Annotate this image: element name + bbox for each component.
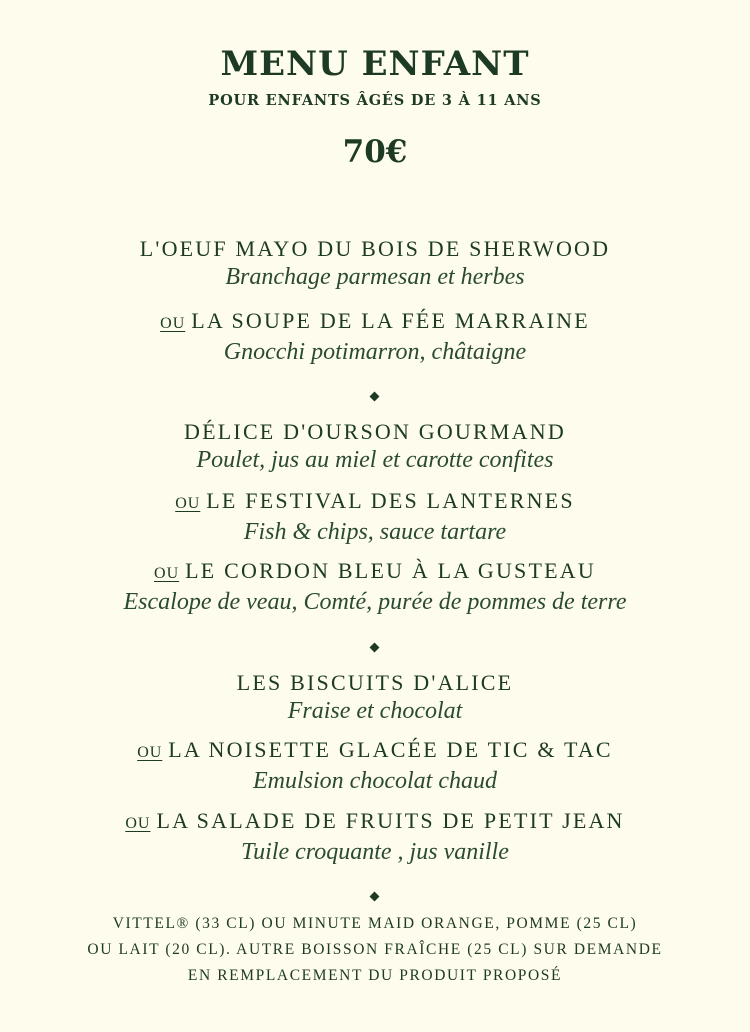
main-item (0, 557, 750, 616)
menu-subtitle: POUR ENFANTS ÂGÉS DE 3 À 11 ANS (208, 92, 542, 109)
dessert-desc: Tuile croquante , jus vanille (241, 839, 509, 865)
or-label: OU (125, 815, 151, 832)
main-name-line (0, 487, 750, 518)
dessert-item (0, 669, 750, 725)
main-name: LE CORDON BLEU À LA GUSTEAU (185, 558, 596, 583)
starter-name: LA SOUPE DE LA FÉE MARRAINE (191, 308, 590, 333)
drinks-line: EN REMPLACEMENT DU PRODUIT PROPOSÉ (187, 967, 563, 984)
or-label: OU (154, 565, 180, 582)
diamond-divider (370, 892, 380, 902)
dessert-name-line (0, 807, 750, 838)
drinks-note (0, 911, 750, 989)
dessert-item (0, 807, 750, 866)
dessert-name: LA NOISETTE GLACÉE DE TIC & TAC (168, 737, 613, 762)
dessert-item (0, 736, 750, 795)
main-desc: Poulet, jus au miel et carotte confites (196, 447, 554, 473)
menu-title: MENU ENFANT (220, 44, 530, 84)
or-label: OU (137, 744, 163, 761)
starter-item (0, 235, 750, 291)
main-desc: Escalope de veau, Comté, purée de pommes de terre (123, 589, 627, 615)
dessert-desc: Fraise et chocolat (287, 698, 463, 724)
drinks-line: OU LAIT (20 CL). AUTRE BOISSON FRAÎCHE (25 CL) SUR DEMANDE (87, 941, 663, 958)
main-item (0, 418, 750, 474)
main-desc: Fish & chips, sauce tartare (243, 519, 507, 545)
dessert-desc: Emulsion chocolat chaud (253, 768, 497, 794)
dessert-name: LA SALADE DE FRUITS DE PETIT JEAN (156, 808, 625, 833)
main-name-line (0, 557, 750, 588)
menu-price: 70€ (342, 134, 408, 170)
main-item (0, 487, 750, 546)
diamond-divider (370, 392, 380, 402)
drinks-line: VITTEL® (33 CL) OU MINUTE MAID ORANGE, POMME (25 CL) (112, 915, 638, 932)
main-name: DÉLICE D'OURSON GOURMAND (184, 419, 566, 444)
starter-desc: Gnocchi potimarron, châtaigne (223, 339, 527, 365)
dessert-name: LES BISCUITS D'ALICE (236, 670, 514, 695)
diamond-divider (370, 643, 380, 653)
or-label: OU (175, 495, 201, 512)
starter-name-line (0, 307, 750, 338)
or-label: OU (160, 315, 186, 332)
starter-desc: Branchage parmesan et herbes (225, 264, 525, 290)
main-name: LE FESTIVAL DES LANTERNES (206, 488, 575, 513)
dessert-name-line (0, 736, 750, 767)
starter-name: L'OEUF MAYO DU BOIS DE SHERWOOD (139, 236, 611, 261)
starter-item (0, 307, 750, 366)
